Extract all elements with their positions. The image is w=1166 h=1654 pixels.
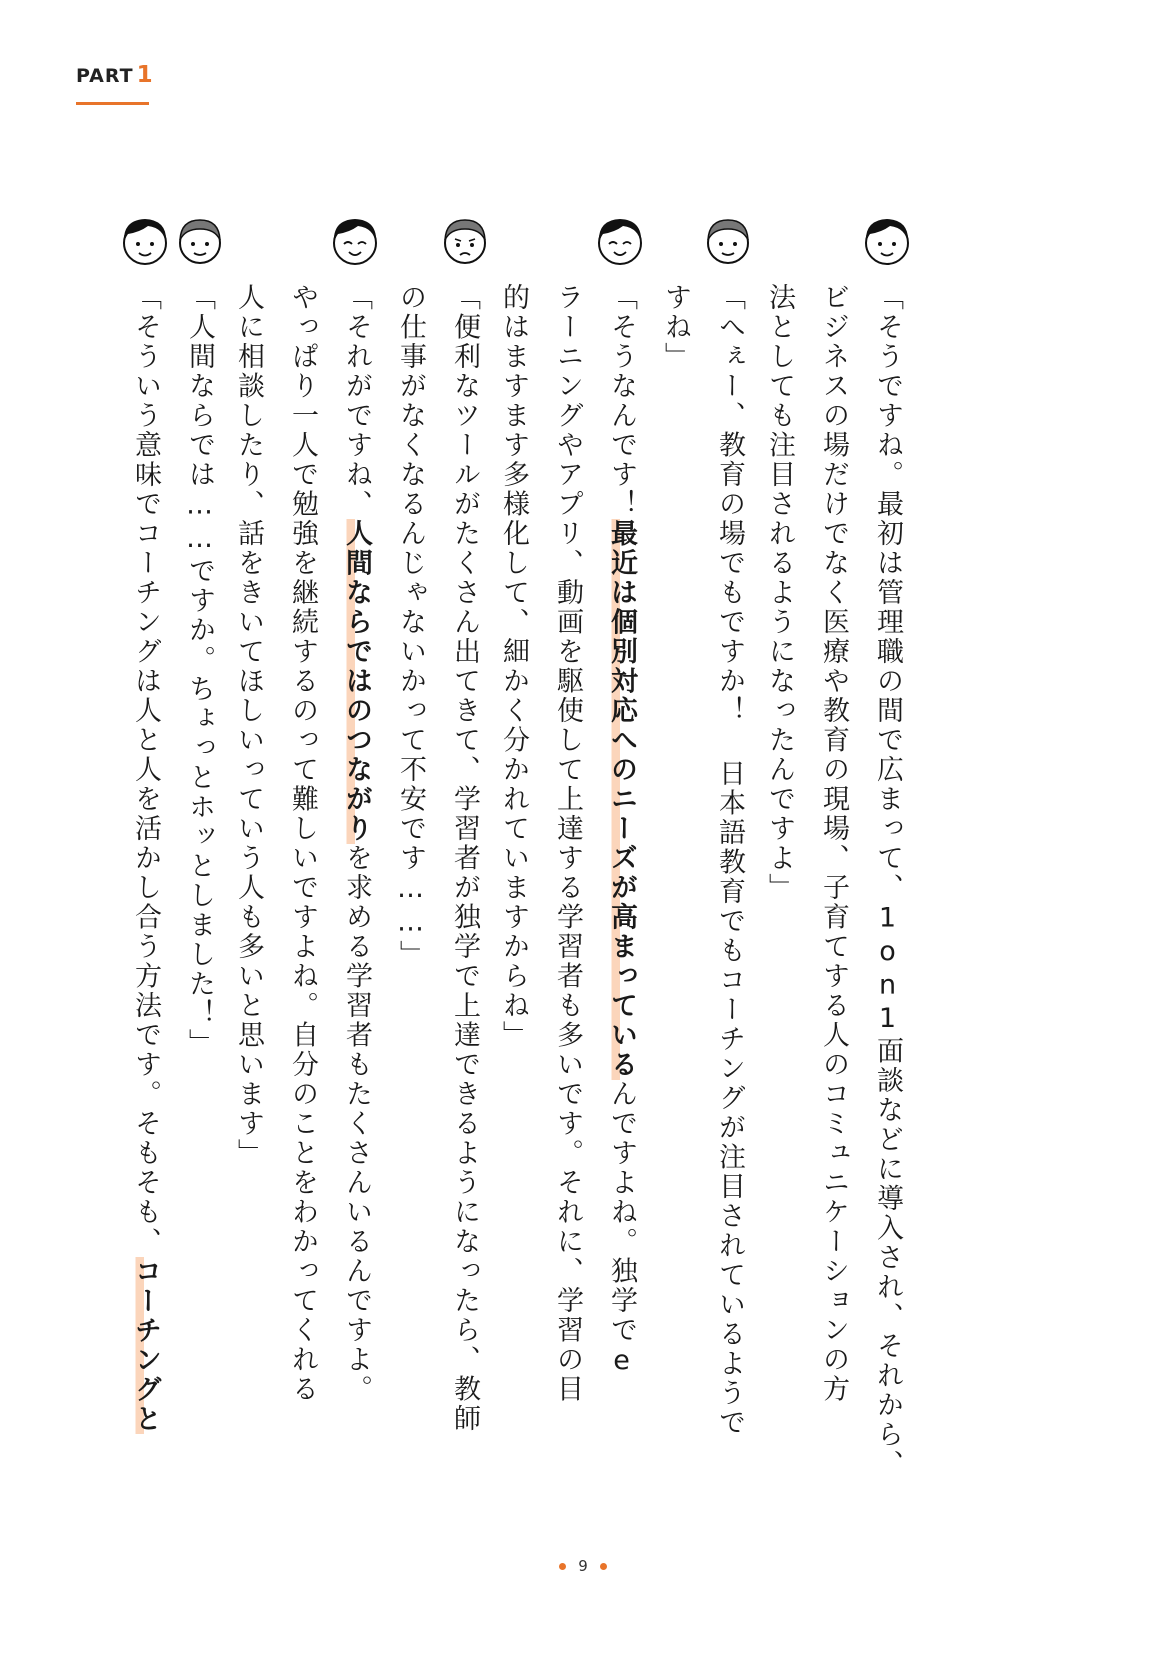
- text-column: [333, 283, 379, 1483]
- text-column: すね」: [660, 283, 691, 372]
- text-segment: 「そういう意味でコーチングは人と人を活かし合う方法です。そもそも、: [130, 283, 161, 1257]
- text-column: 法としても注目されるようになったんですよ」: [764, 283, 795, 903]
- text-segment: 「それがですね、: [341, 283, 372, 519]
- text-column: やっぱり一人で勉強を継続するのって難しいですよね。自分のことをわかってくれる: [287, 283, 318, 1404]
- woman-avatar-icon: [860, 214, 914, 268]
- part-header: [76, 62, 153, 88]
- text-column: 「人間ならでは……ですか。ちょっとホッとしました！」: [184, 283, 215, 1058]
- text-column: ビジネスの場だけでなく医療や教育の現場、子育てする人のコミュニケーションの方: [818, 283, 849, 1404]
- text-column: 「そうですね。最初は管理職の間で広まって、1on1面談などに導入され、それから、: [872, 283, 903, 1479]
- part-underline: [76, 102, 149, 105]
- highlighted-text: コーチングと: [130, 1256, 161, 1434]
- woman-avatar-icon: [118, 214, 172, 268]
- part-label: PART: [76, 65, 134, 87]
- text-column: の仕事がなくなるんじゃないかって不安です……」: [395, 283, 426, 970]
- man-avatar-icon: [173, 214, 227, 268]
- page-number-value: 9: [578, 1557, 588, 1575]
- man-avatar-icon: [701, 214, 755, 268]
- text-column: 的はますます多様化して、細かく分かれていますからね」: [498, 283, 529, 1050]
- highlighted-text: 最近は個別対応へのニーズが高まっている: [606, 519, 637, 1080]
- page-number: [0, 1557, 1166, 1575]
- text-column: ラーニングやアプリ、動画を駆使して上達する学習者も多いです。それに、学習の目: [552, 283, 583, 1404]
- dot-icon: [600, 1563, 607, 1570]
- text-column: 「便利なツールがたくさん出てきて、学習者が独学で上達できるようになったら、教師: [449, 283, 480, 1434]
- part-number: 1: [136, 62, 153, 88]
- highlighted-text: 人間ならではのつながり: [341, 519, 372, 844]
- text-column: [598, 283, 644, 1483]
- woman-avatar-icon: [328, 214, 382, 268]
- text-column: [122, 283, 168, 1483]
- text-segment: を求める学習者もたくさんいるんですよ。: [341, 843, 372, 1404]
- text-column: 「へぇー、教育の場でもですか！ 日本語教育でもコーチングが注目されているようで: [714, 283, 745, 1438]
- text-column: 人に相談したり、話をきいてほしいっていう人も多いと思います」: [233, 283, 264, 1168]
- woman-avatar-icon: [593, 214, 647, 268]
- dot-icon: [559, 1563, 566, 1570]
- text-segment: 「そうなんです！: [606, 283, 637, 519]
- man-avatar-icon: [438, 214, 492, 268]
- text-segment: んですよね。独学でe: [606, 1079, 637, 1379]
